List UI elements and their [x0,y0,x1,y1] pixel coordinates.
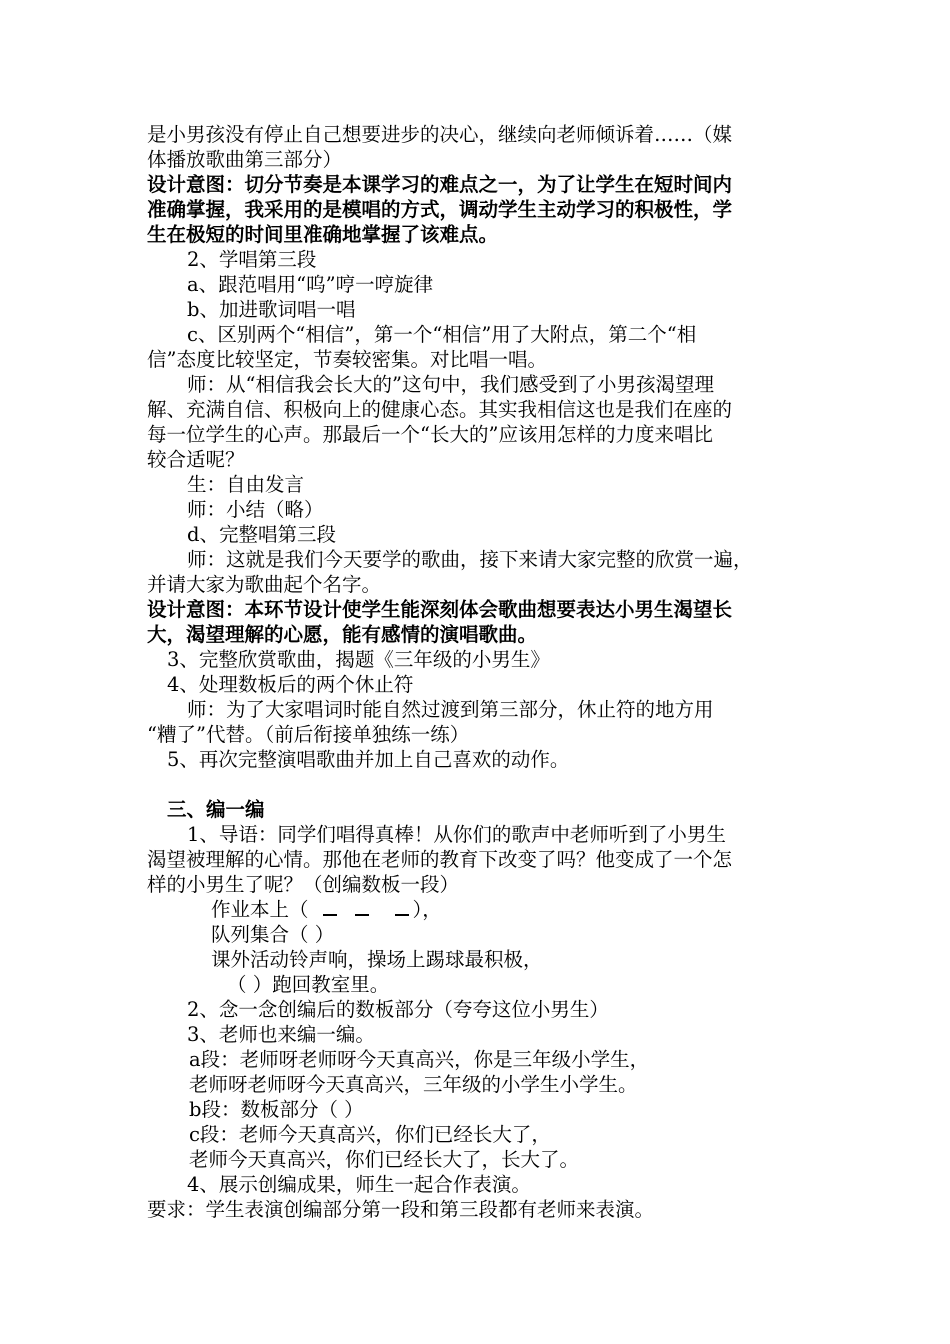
rap-line: 课外活动铃声响，操场上踢球最积极， [211,948,543,971]
step-heading: 4、展示创编成果，师生一起合作表演。 [187,1173,531,1196]
list-item: b、加进歌词唱一唱 [187,298,356,321]
section-heading: 三、编一编 [167,798,265,821]
verse-line: b段：数板部分（ ） [189,1098,364,1121]
rap-text: 作业本上（ [211,898,309,921]
paragraph-line: 并请大家为歌曲起个名字。 [147,573,382,596]
teacher-line: 师：这就是我们今天要学的歌曲，接下来请大家完整的欣赏一遍， [187,548,753,571]
list-item: c、区别两个“相信”，第一个“相信”用了大附点，第二个“相 [187,323,697,346]
paragraph-line: 样的小男生了呢？（创编数板一段） [147,873,460,896]
design-intent-line: 设计意图：切分节奏是本课学习的难点之一，为了让学生在短时间内 [147,173,733,196]
list-item: a、跟范唱用“呜”哼一哼旋律 [187,273,434,296]
fill-blank [355,900,369,916]
blank-line [147,772,817,797]
design-intent-line: 设计意图：本环节设计使学生能深刻体会歌曲想要表达小男生渴望长 [147,598,733,621]
list-item: d、完整唱第三段 [187,523,336,546]
requirement-line: 要求：学生表演创编部分第一段和第三段都有老师来表演。 [147,1198,655,1221]
rap-text: ）， [412,898,442,921]
design-intent-line: 生在极短的时间里准确地掌握了该难点。 [147,223,499,246]
fill-blank [323,900,337,916]
paragraph-line: 信”态度比较坚定，节奏较密集。对比唱一唱。 [147,348,547,371]
step-heading: 5、再次完整演唱歌曲并加上自己喜欢的动作。 [167,748,570,771]
paragraph-line: 渴望被理解的心情。那他在老师的教育下改变了吗？他变成了一个怎 [147,848,733,871]
rap-line [147,897,817,922]
teacher-line: 师：为了大家唱词时能自然过渡到第三部分，休止符的地方用 [187,698,714,721]
paragraph-line: 体播放歌曲第三部分） [147,148,343,171]
step-heading: 3、老师也来编一编。 [187,1023,375,1046]
verse-line: c段：老师今天真高兴，你们已经长大了， [189,1123,551,1146]
design-intent-line: 准确掌握，我采用的是模唱的方式，调动学生主动学习的积极性，学 [147,198,733,221]
paragraph-line: 每一位学生的心声。那最后一个“长大的”应该用怎样的力度来唱比 [147,423,713,446]
verse-line: 老师呀老师呀今天真高兴，三年级的小学生小学生。 [189,1073,638,1096]
verse-line: 老师今天真高兴，你们已经长大了，长大了。 [189,1148,580,1171]
design-intent-line: 大，渴望理解的心愿，能有感情的演唱歌曲。 [147,623,538,646]
step-heading: 2、念一念创编后的数板部分（夸夸这位小男生） [187,998,609,1021]
paragraph-line: 是小男孩没有停止自己想要进步的决心，继续向老师倾诉着……（媒 [147,123,733,146]
step-heading: 4、处理数板后的两个休止符 [167,673,414,696]
teacher-line: 师：小结（略） [187,498,324,521]
teacher-line: 师：从“相信我会长大的”这句中，我们感受到了小男孩渴望理 [187,373,714,396]
paragraph-line: 解、充满自信、积极向上的健康心态。其实我相信这也是我们在座的 [147,398,733,421]
rap-line: （ ）跑回教室里。 [227,973,390,996]
paragraph-line: “糟了”代替。（前后衔接单独练一练） [147,723,470,746]
paragraph-line: 较合适呢？ [147,448,245,471]
verse-line: a段：老师呀老师呀今天真高兴，你是三年级小学生， [189,1048,650,1071]
student-line: 生：自由发言 [187,473,305,496]
step-heading: 3、完整欣赏歌曲，揭题《三年级的小男生》 [167,648,550,671]
fill-blank [395,900,409,916]
step-heading: 2、学唱第三段 [187,248,317,271]
step-heading: 1、导语：同学们唱得真棒！从你们的歌声中老师听到了小男生 [187,823,726,846]
document-page [147,122,817,1222]
rap-line: 队列集合（ ） [211,923,335,946]
